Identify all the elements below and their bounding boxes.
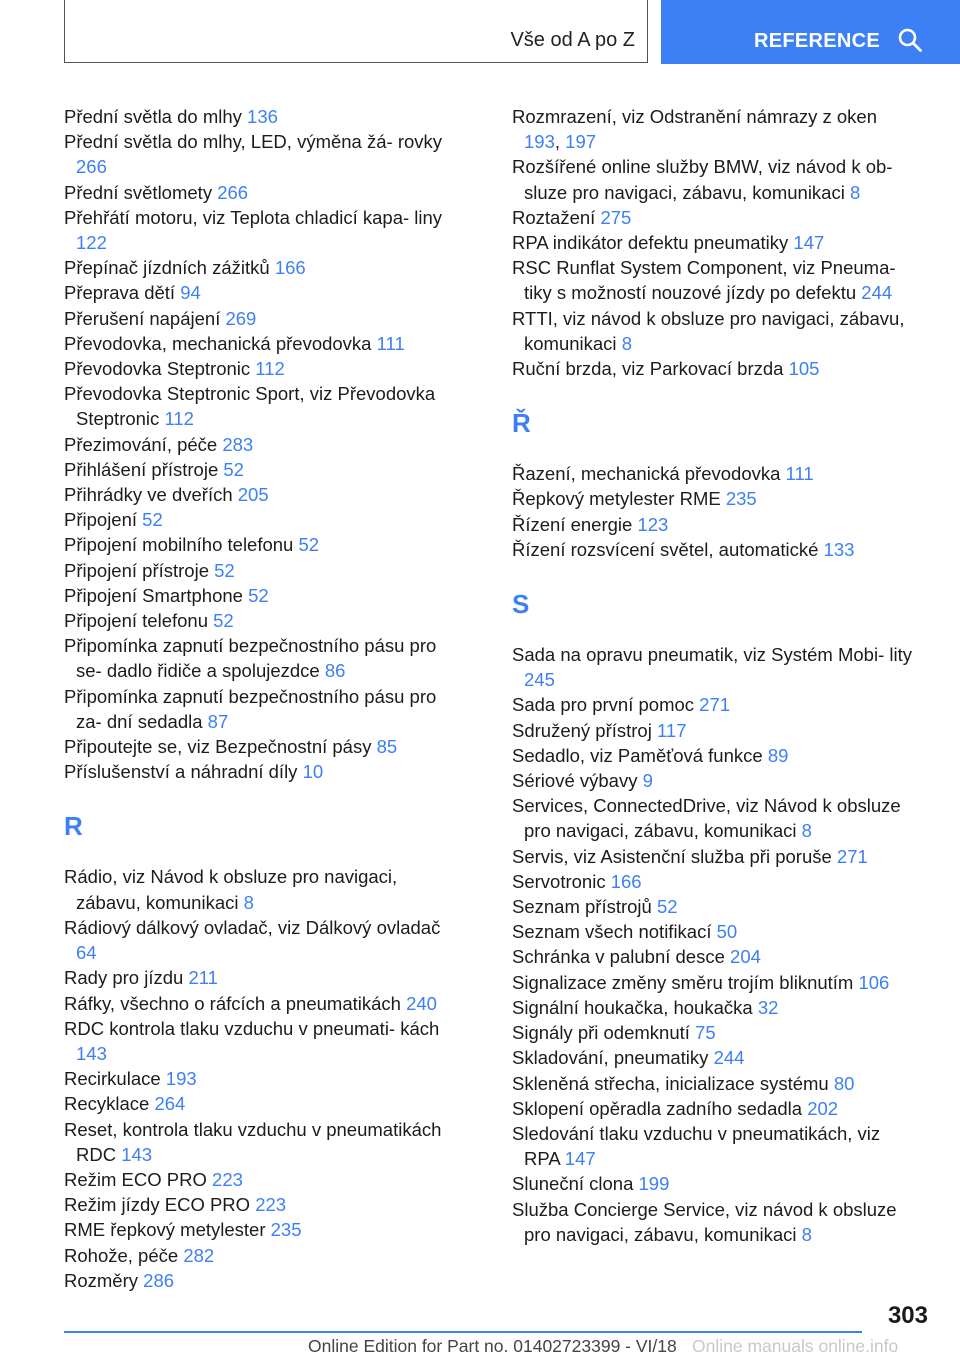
index-entry [64,306,464,331]
page-link[interactable]: 8 [801,1223,812,1245]
index-entry [64,991,464,1016]
index-entry [512,919,912,944]
index-entry-text: Rádiový dálkový ovladač, viz Dálkový ovladač [64,916,441,938]
index-entry [512,1020,912,1045]
page-link[interactable]: 202 [807,1097,839,1119]
page-link[interactable]: 271 [836,845,868,867]
page-link[interactable]: 223 [255,1194,287,1216]
index-entry-text: Přerušení napájení [64,307,226,329]
reference-tab[interactable] [661,0,960,64]
index-entry [512,995,912,1020]
index-entry-text: RME řepkový metylester [64,1219,271,1241]
index-entry-text: Rohože, péče [64,1244,184,1266]
index-entry [512,104,912,154]
page-separator: , [554,131,566,153]
page-link[interactable]: 143 [121,1143,153,1165]
page-link[interactable]: 271 [699,694,731,716]
page-number: 303 [887,1302,928,1329]
index-entry [512,718,912,743]
page-link[interactable]: 64 [76,942,97,964]
page-link[interactable]: 87 [207,710,229,732]
index-entry-text: Přihlášení přístroje [64,458,224,480]
index-entry-text: Recyklace [64,1093,155,1115]
page-link[interactable]: 52 [298,534,320,556]
index-entry [64,532,464,557]
index-entry [512,205,912,230]
index-entry-text: Skladování, pneumatiky [512,1047,714,1069]
index-entry [512,537,912,562]
footer-divider [64,1331,862,1333]
index-entry-text: Signální houkačka, houkačka [512,996,758,1018]
index-entry-text: Rozmrazení, viz Odstranění námrazy z oken [512,106,878,127]
index-entry-text: Reset, kontrola tlaku vzduchu v pneumatikách RDC [64,1118,442,1165]
index-entry [512,1197,912,1247]
page-link[interactable]: 32 [757,996,779,1018]
page-link[interactable]: 197 [565,131,597,153]
index-entry-text: Převodovka Steptronic [64,358,256,380]
index-entry [64,180,464,205]
index-entry [512,461,912,486]
index-entry [512,1071,912,1096]
page-link[interactable]: 50 [716,921,738,943]
page-link[interactable]: 9 [642,770,653,792]
section-title: Vše od A po Z [510,29,635,51]
index-entry-text: Skleněná střecha, inicializace systému [512,1072,834,1094]
index-entry-text: Seznam přístrojů [512,896,657,918]
page-link[interactable]: 245 [524,669,555,691]
index-entry [512,869,912,894]
index-entry-text: Připomínka zapnutí bezpečnostního pásu pro za‐ dní sedadla [64,685,437,732]
index-entry-text: Režim ECO PRO [64,1168,213,1190]
page-link[interactable]: 111 [376,332,405,354]
page-link[interactable]: 52 [214,559,235,581]
index-entry-text: Ruční brzda, viz Parkovací brzda [512,358,789,380]
page-link[interactable]: 244 [861,282,893,304]
index-entry [512,356,912,381]
index-entry [512,970,912,995]
index-entry [64,965,464,990]
index-entry-text: Sklopení opěradla zadního sedadla [512,1097,808,1119]
index-entry-text: Převodovka Steptronic Sport, viz Převodovka Steptronic [64,383,436,430]
index-entry-text: Signály při odemknutí [512,1022,696,1044]
reference-tab-label: REFERENCE [754,30,881,52]
index-entry-text: Sada pro první pomoc [512,694,700,716]
index-entry [64,1217,464,1242]
index-entry [64,558,464,583]
page-link[interactable]: 75 [695,1022,716,1044]
index-entry [64,104,464,129]
index-entry-text: Seznam všech notifikací [512,921,717,943]
page-link[interactable]: 136 [247,106,278,127]
index-entry [64,1243,464,1268]
index-entry [512,743,912,768]
index-entry [512,768,912,793]
index-entry [64,759,464,784]
index-entry-text: Připojení [64,509,143,531]
index-entry-text: Přeprava dětí [64,282,181,304]
index-entry [64,915,464,965]
index-entry [64,583,464,608]
index-letter-heading: S [512,589,530,620]
page-link[interactable]: 275 [600,206,632,228]
index-entry-text: Připojení mobilního telefonu [64,534,299,556]
index-entry-text: Sledování tlaku vzduchu v pneumatikách, viz RPA [512,1122,881,1170]
index-entry [64,864,464,914]
index-entry-text: Servis, viz Asistenční služba při poruše [512,845,837,867]
page-link[interactable]: 8 [849,181,861,203]
page-link[interactable]: 133 [823,538,855,560]
page-link[interactable]: 123 [637,513,669,535]
page-link[interactable]: 269 [225,307,257,329]
index-entry [512,844,912,869]
index-entry-text: Ráfky, všechno o ráfcích a pneumatikách [64,992,407,1014]
page-link[interactable]: 85 [376,736,398,758]
index-entry-text: Řízení rozsvícení světel, automatické [512,538,824,560]
page-link[interactable]: 266 [76,156,107,178]
header-title-box [64,0,648,63]
footer-text: Online Edition for Part no. 01402723399 - VI/18 [308,1336,677,1356]
index-entry [512,1121,912,1171]
index-entry [64,1091,464,1116]
index-entry-text: Servotronic [512,870,611,892]
index-entry [64,684,464,734]
index-entry-text: Roztažení [512,206,601,228]
page-link[interactable]: 199 [638,1173,670,1195]
index-entry [64,457,464,482]
index-entry [512,512,912,537]
index-entry [512,793,912,843]
index-entry-text: Rozšířené online služby BMW, viz návod k ob‐ sluze pro navigaci, zábavu, komunikaci [512,156,893,203]
page-link[interactable]: 111 [785,463,814,485]
index-entry-text: Services, ConnectedDrive, viz Návod k obsluze pro navigaci, zábavu, komunikaci [512,795,901,842]
page-link[interactable]: 52 [213,610,234,632]
index-entry [64,1192,464,1217]
index-entry [64,633,464,683]
page-link[interactable]: 166 [274,257,306,279]
page-link[interactable]: 266 [217,181,249,203]
page-link[interactable]: 283 [222,433,254,455]
page-link[interactable]: 52 [142,509,163,531]
index-entry [512,154,912,204]
page-link[interactable]: 193 [165,1068,197,1090]
index-entry-text: RPA indikátor defektu pneumatiky [512,232,794,254]
index-entry-text: Přezimování, péče [64,433,223,455]
page-link[interactable]: 240 [406,992,437,1014]
page-link[interactable]: 112 [255,358,285,380]
index-entry-text: Rady pro jízdu [64,967,189,989]
page-link[interactable]: 52 [223,458,244,480]
page-link[interactable]: 286 [143,1269,175,1291]
index-entry-text: Řízení energie [512,513,638,535]
index-entry-text: Sada na opravu pneumatik, viz Systém Mobi‐ lity [512,644,912,666]
index-entry-text: Sdružený přístroj [512,719,657,741]
index-entry-text: Sériové výbavy [512,770,643,792]
page-link[interactable]: 94 [180,282,201,304]
page-link[interactable]: 10 [302,761,324,783]
index-entry [512,1096,912,1121]
index-entry [64,356,464,381]
index-letter-heading: Ř [512,408,531,439]
page-link[interactable]: 211 [188,967,218,989]
index-entry-text: Připojení přístroje [64,559,215,581]
index-entry-text: Přehřátí motoru, viz Teplota chladicí kapa‐ liny [64,206,443,228]
index-entry-text: Řepkový metylester RME [512,488,726,510]
page-link[interactable]: 122 [76,232,107,254]
index-entry-text: Přední světlomety [64,181,218,203]
index-entry [64,1066,464,1091]
index-entry-text: RDC kontrola tlaku vzduchu v pneumati‐ kách [64,1017,440,1039]
index-entry-text: Připojení Smartphone [64,584,249,606]
index-entry-text: Služba Concierge Service, viz návod k obsluze pro navigaci, zábavu, komunikaci [512,1198,897,1245]
page-link[interactable]: 282 [183,1244,215,1266]
page-link[interactable]: 117 [656,719,687,741]
index-entry [512,642,912,692]
index-entry [512,255,912,305]
index-entry-text: RSC Runflat System Component, viz Pneuma‐ tiky s možností nouzové jízdy po defektu [512,257,896,304]
page-link[interactable]: 193 [524,131,555,153]
page-link[interactable]: 112 [164,408,194,430]
index-entry [64,205,464,255]
index-entry-text: Přepínač jízdních zážitků [64,257,275,279]
index-entry [64,507,464,532]
index-entry [512,306,912,356]
index-entry-text: RTTI, viz návod k obsluze pro navigaci, zábavu, komunikaci [512,307,905,354]
index-entry [512,894,912,919]
index-entry [64,280,464,305]
page-link[interactable]: 89 [767,744,789,766]
page-link[interactable]: 52 [656,896,678,918]
index-entry [64,482,464,507]
index-entry-text: Rádio, viz Návod k obsluze pro navigaci, zábavu, komunikaci [64,866,398,913]
index-entry [512,1045,912,1070]
search-icon[interactable] [897,27,923,53]
page-link[interactable]: 80 [833,1072,855,1094]
index-column-right [512,104,912,1247]
index-entry-text: Sluneční clona [512,1173,639,1195]
index-entry-text: Režim jízdy ECO PRO [64,1194,256,1216]
index-entry [64,255,464,280]
index-entry-text: Přihrádky ve dveřích [64,484,238,506]
page-link[interactable]: 106 [858,971,890,993]
index-entry [512,692,912,717]
page-link[interactable]: 235 [270,1219,302,1241]
index-letter-heading: R [64,811,83,842]
page-link[interactable]: 264 [154,1093,186,1115]
index-entry [64,1117,464,1167]
index-entry [64,1268,464,1293]
index-entry-text: Připoutejte se, viz Bezpečnostní pásy [64,736,377,758]
page-link[interactable]: 105 [788,358,820,380]
index-entry-text: Rozměry [64,1269,144,1291]
index-entry [512,1171,912,1196]
page-link[interactable]: 204 [730,946,761,968]
index-entry [64,608,464,633]
index-entry-text: Přední světla do mlhy, LED, výměna žá‐ rovky [64,131,443,153]
index-entry-text: Řazení, mechanická převodovka [512,463,786,485]
index-column-left [64,104,464,1293]
index-entry-text: Přední světla do mlhy [64,106,248,127]
page-link[interactable]: 52 [248,584,269,606]
index-entry-text: Převodovka, mechanická převodovka [64,332,377,354]
index-entry-text: Příslušenství a náhradní díly [64,761,303,783]
index-entry [64,381,464,431]
index-entry [64,129,464,179]
index-entry [64,734,464,759]
index-entry [64,331,464,356]
page-link[interactable]: 166 [610,870,642,892]
page-link[interactable]: 143 [76,1042,107,1064]
watermark: Online manuals online.info [692,1336,899,1356]
page-link[interactable]: 8 [621,332,632,354]
page-link[interactable]: 244 [713,1047,745,1069]
index-entry-text: Recirkulace [64,1068,166,1090]
page-link[interactable]: 8 [801,820,812,842]
page-link[interactable]: 147 [564,1148,596,1170]
index-entry [64,1016,464,1066]
index-entry-text: Připomínka zapnutí bezpečnostního pásu pro se‐ dadlo řidiče a spolujezdce [64,635,437,682]
index-entry [64,1167,464,1192]
page-link[interactable]: 235 [725,488,757,510]
index-entry-text: Sedadlo, viz Paměťová funkce [512,744,768,766]
page-link[interactable]: 8 [243,891,254,913]
page-link[interactable]: 205 [237,484,269,506]
index-entry [512,230,912,255]
index-entry [512,486,912,511]
page-link[interactable]: 223 [212,1168,243,1190]
index-entry-text: Schránka v palubní desce [512,946,731,968]
index-entry [512,944,912,969]
index-entry [64,432,464,457]
page-link[interactable]: 147 [793,232,825,254]
page-link[interactable]: 86 [324,660,346,682]
index-entry-text: Signalizace změny směru trojím bliknutím [512,971,859,993]
index-entry-text: Připojení telefonu [64,610,214,632]
